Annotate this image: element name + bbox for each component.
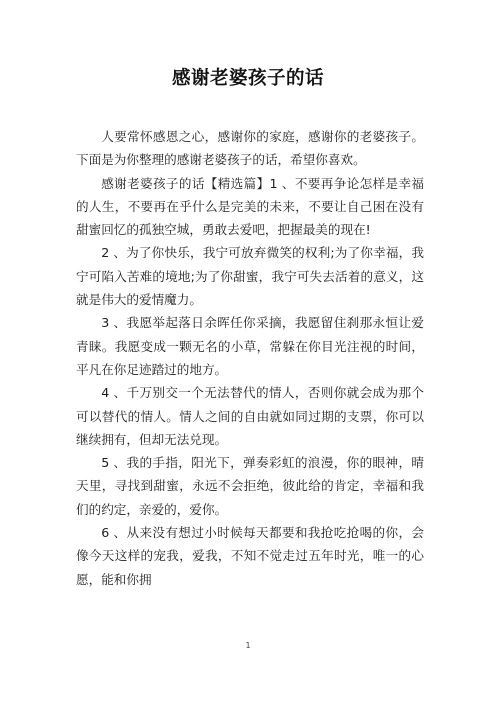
paragraph-item-6: 6 、从来没有想过小时候每天都要和我抢吃抢喝的你，会像今天这样的宠我，爱我，不知不觉走过五年时光，唯一的心愿，能和你拥 (76, 525, 424, 587)
paragraph-item-4: 4 、千万别交一个无法替代的情人，否则你就会成为那个可以替代的情人。情人之间的自由就如同过期的支票，你可以继续拥有，但却无法兑现。 (76, 385, 424, 447)
paragraph-item-1: 感谢老婆孩子的话【精选篇】1 、不要再争论怎样是幸福的人生，不要再在乎什么是完美的未来，不要让自己困在没有甜蜜回忆的孤独空城，勇敢去爱吧，把握最美的现在! (76, 175, 424, 238)
paragraph-item-3: 3 、我愿举起落日余晖任你采摘，我愿留住刹那永恒让爱青睐。我愿变成一颗无名的小草，常躲在你目光注视的时间，平凡在你足迹踏过的地方。 (76, 315, 424, 377)
paragraph-intro: 人要常怀感恩之心，感谢你的家庭，感谢你的老婆孩子。下面是为你整理的感谢老婆孩子的话，希望你喜欢。 (76, 129, 424, 168)
paragraph-item-5: 5 、我的手指，阳光下，弹奏彩虹的浪漫，你的眼神，晴天里，寻找到甜蜜，永远不会拒绝，彼此给的肯定，幸福和我们的约定，亲爱的，爱你。 (76, 455, 424, 517)
document-title: 感谢老婆孩子的话 (171, 68, 324, 89)
document-body (76, 125, 424, 591)
page-number: 1 (245, 641, 251, 650)
paragraph-item-2: 2 、为了你快乐，我宁可放弃微笑的权利;为了你幸福，我宁可陷入苦难的境地;为了你甜蜜，我宁可失去活着的意义，这就是伟大的爱情魔力。 (76, 245, 424, 308)
